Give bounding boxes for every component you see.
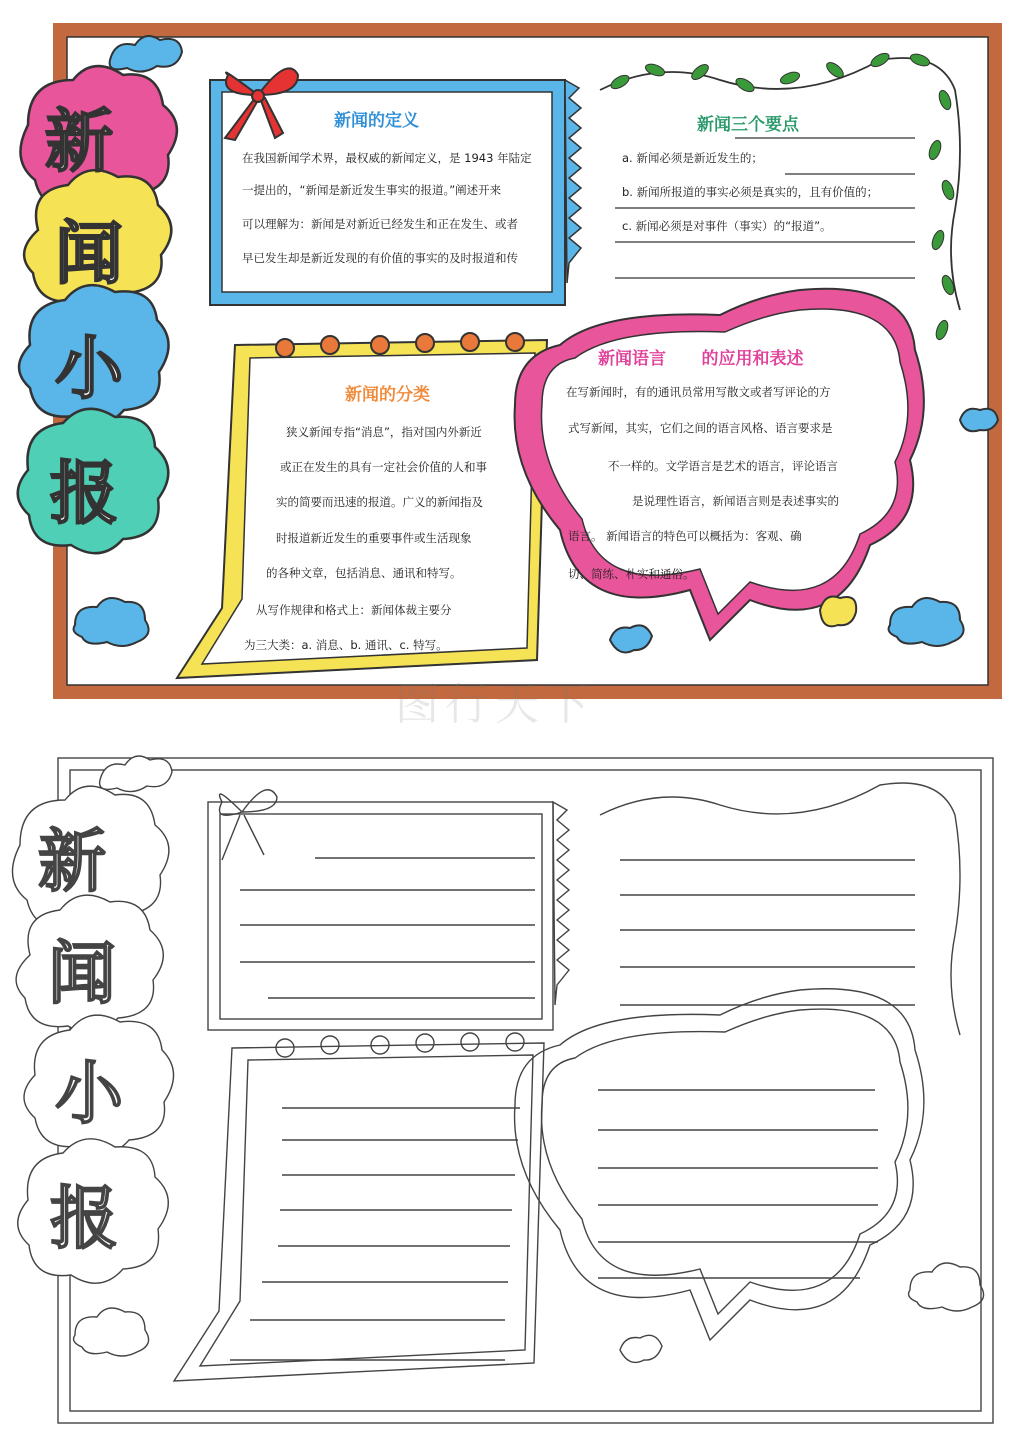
classification-title: 新闻的分类 — [345, 385, 430, 405]
classification-line: 狭义新闻专指“消息”，指对国内外新近 — [286, 425, 482, 439]
three-points-rules — [615, 130, 920, 290]
title-char-3: 小 — [55, 330, 124, 409]
outline-title-char-2: 闻 — [48, 935, 117, 1014]
language-line: 是说理性语言，新闻语言则是表述事实的 — [632, 494, 839, 508]
classification-line: 实的简要而迅速的报道。广义的新闻指及 — [276, 495, 483, 509]
language-line: 切、简练、朴实和通俗。 — [568, 567, 695, 581]
definition-line: 在我国新闻学术界，最权威的新闻定义，是 1943 年陆定 — [242, 151, 532, 165]
title-char-2: 闻 — [55, 215, 124, 294]
cloud-bottom-left — [74, 598, 149, 646]
classification-line: 或正在发生的具有一定社会价值的人和事 — [280, 460, 487, 474]
definition-line: 早已发生却是新近发现的有价值的事实的及时报道和传 — [242, 251, 518, 265]
outline-title-char-3: 小 — [55, 1055, 124, 1134]
three-points-title: 新闻三个要点 — [697, 115, 799, 135]
cloud-right — [960, 409, 998, 432]
language-line: 在写新闻时，有的通讯员常用写散文或者写评论的方 — [566, 385, 831, 399]
three-points-line: b. 新闻所报道的事实必须是真实的，且有价值的； — [622, 185, 879, 199]
classification-line: 时报道新近发生的重要事件或生活现象 — [276, 531, 472, 545]
classification-line: 从写作规律和格式上：新闻体裁主要分 — [256, 603, 452, 617]
line-art-poster — [0, 730, 1024, 1448]
title-char-4: 报 — [50, 455, 119, 534]
definition-title: 新闻的定义 — [334, 111, 419, 131]
language-line: 不一样的。文学语言是艺术的语言，评论语言 — [608, 459, 838, 473]
cloud-center — [610, 625, 652, 652]
language-line: 式写新闻，其实，它们之间的语言风格、语言要求是 — [568, 421, 833, 435]
three-points-line: c. 新闻必须是对事件（事实）的“报道”。 — [622, 219, 832, 233]
outline-title-char-4: 报 — [50, 1180, 119, 1259]
definition-line: 一提出的，“新闻是新近发生事实的报道。”阐述开来 — [242, 183, 502, 197]
watermark: 图行天下 — [395, 679, 595, 730]
yellow-flower-icon — [820, 597, 856, 627]
language-line: 语言。 新闻语言的特色可以概括为：客观、确 — [568, 529, 802, 543]
classification-line: 为三大类：a. 消息、b. 通讯、c. 特写。 — [244, 638, 448, 652]
three-points-line: a. 新闻必须是新近发生的； — [622, 151, 763, 165]
cloud-top-left — [110, 36, 182, 72]
title-char-1: 新 — [45, 103, 114, 182]
language-title: 新闻语言 的应用和表述 — [598, 349, 804, 369]
definition-line: 可以理解为：新闻是对新近已经发生和正在发生、或者 — [242, 217, 518, 231]
classification-line: 的各种文章，包括消息、通讯和特写。 — [266, 566, 462, 580]
outline-title-char-1: 新 — [38, 823, 107, 902]
colored-poster — [0, 0, 1024, 720]
cloud-bottom-right — [889, 598, 964, 646]
